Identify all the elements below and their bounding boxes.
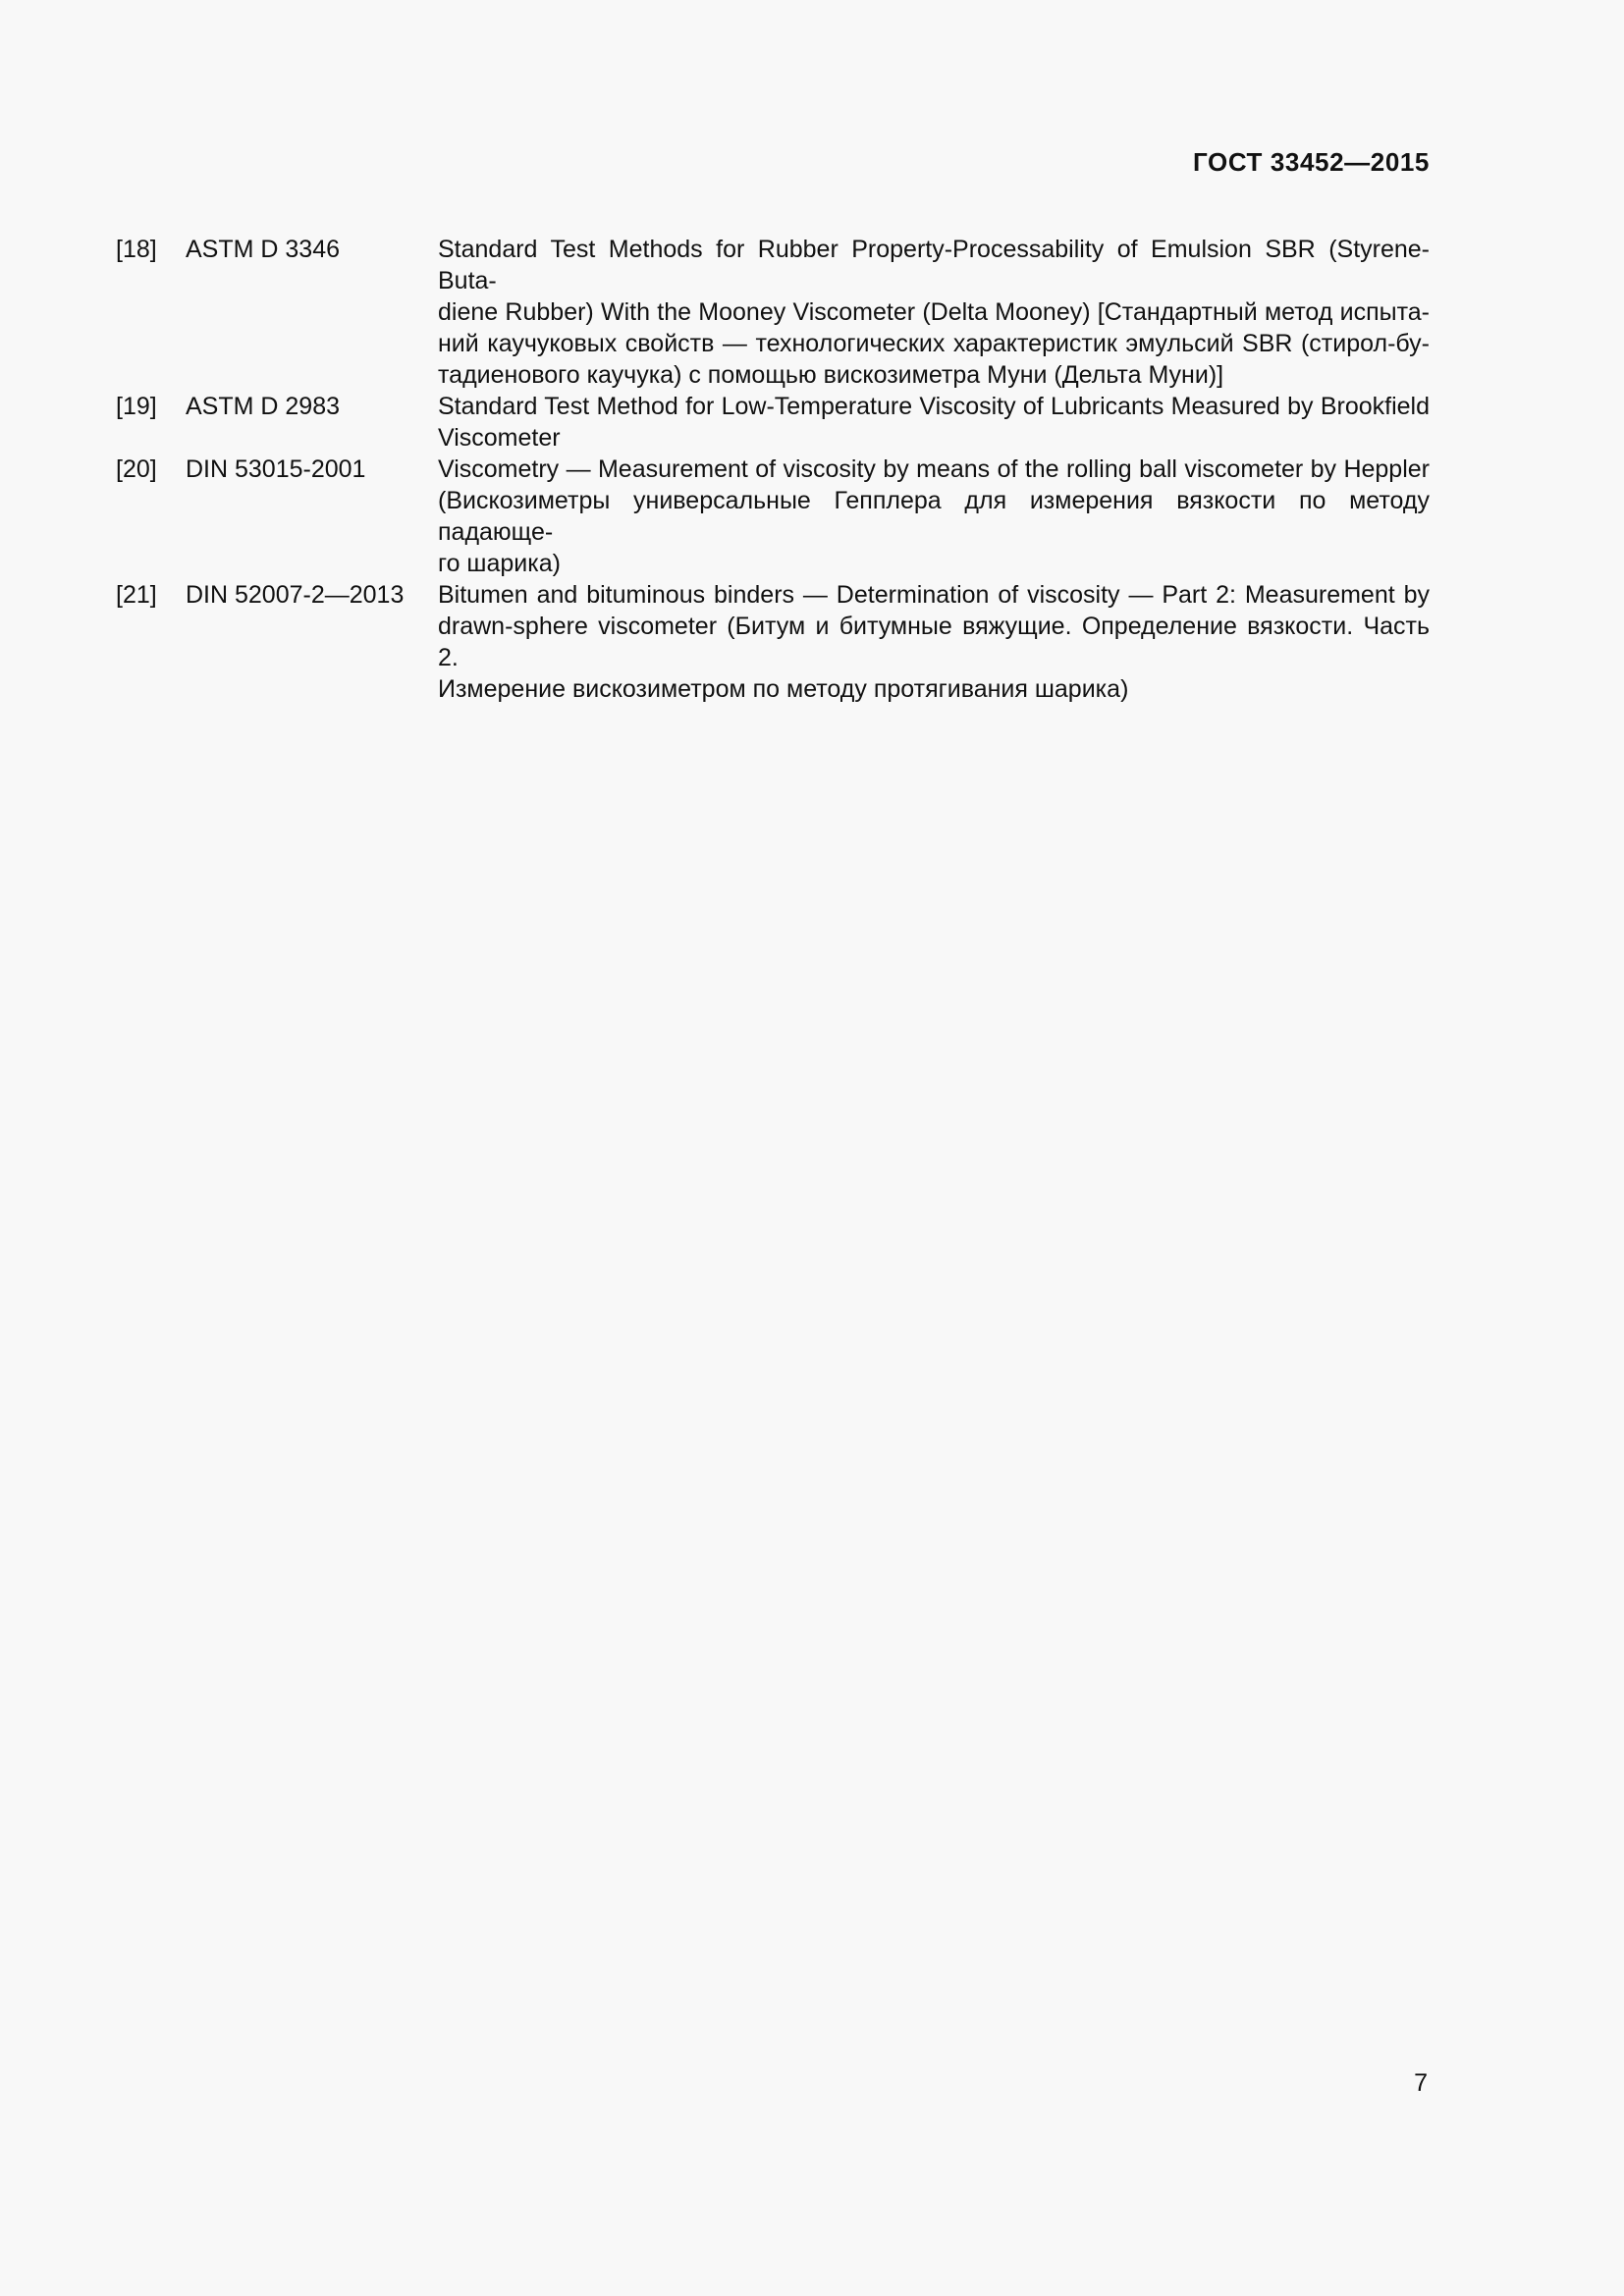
reference-title-line: го шарика) xyxy=(438,550,561,577)
reference-code: ASTM D 2983 xyxy=(186,393,341,420)
page-number: 7 xyxy=(1414,2069,1428,2097)
reference-title-line: тадиенового каучука) с помощью вискозиметра Муни (Дельта Муни)] xyxy=(438,361,1224,389)
reference-number: [19] xyxy=(116,393,157,420)
reference-title-line: (Вискозиметры универсальные Гепплера для измерения вязкости по методу падающе- xyxy=(438,487,1430,546)
reference-title-line: Viscometry — Measurement of viscosity by means of the rolling ball viscometer by Heppler xyxy=(438,455,1430,483)
reference-title-line: drawn-sphere viscometer (Битум и битумные вяжущие. Определение вязкости. Часть 2. xyxy=(438,613,1430,671)
reference-code: ASTM D 3346 xyxy=(186,236,341,263)
reference-title xyxy=(438,454,1430,579)
reference-title-line: Измерение вискозиметром по методу протягивания шарика) xyxy=(438,675,1129,703)
bibliography-list xyxy=(116,234,1430,705)
reference-number: [20] xyxy=(116,455,157,483)
reference-entry xyxy=(116,234,1430,391)
reference-title-line: Viscometer xyxy=(438,424,561,452)
reference-code: DIN 53015-2001 xyxy=(186,455,366,483)
reference-code: DIN 52007-2—2013 xyxy=(186,581,405,609)
reference-title-line: Bitumen and bituminous binders — Determination of viscosity — Part 2: Measurement by xyxy=(438,581,1430,609)
reference-entry xyxy=(116,579,1430,705)
reference-title xyxy=(438,234,1430,391)
reference-number: [18] xyxy=(116,236,157,263)
reference-number: [21] xyxy=(116,581,157,609)
reference-entry xyxy=(116,391,1430,454)
reference-title-line: diene Rubber) With the Mooney Viscometer (Delta Mooney) [Стандартный метод испыта- xyxy=(438,298,1430,326)
reference-title xyxy=(438,579,1430,705)
reference-title-line: Standard Test Method for Low-Temperature Viscosity of Lubricants Measured by Brookfield xyxy=(438,393,1430,420)
reference-title xyxy=(438,391,1430,454)
reference-entry xyxy=(116,454,1430,579)
document-standard-number: ГОСТ 33452—2015 xyxy=(1193,147,1430,177)
reference-title-line: Standard Test Methods for Rubber Property-Processability of Emulsion SBR (Styrene-Buta- xyxy=(438,236,1430,294)
reference-title-line: ний каучуковых свойств — технологических характеристик эмульсий SBR (стирол-бу- xyxy=(438,330,1430,357)
